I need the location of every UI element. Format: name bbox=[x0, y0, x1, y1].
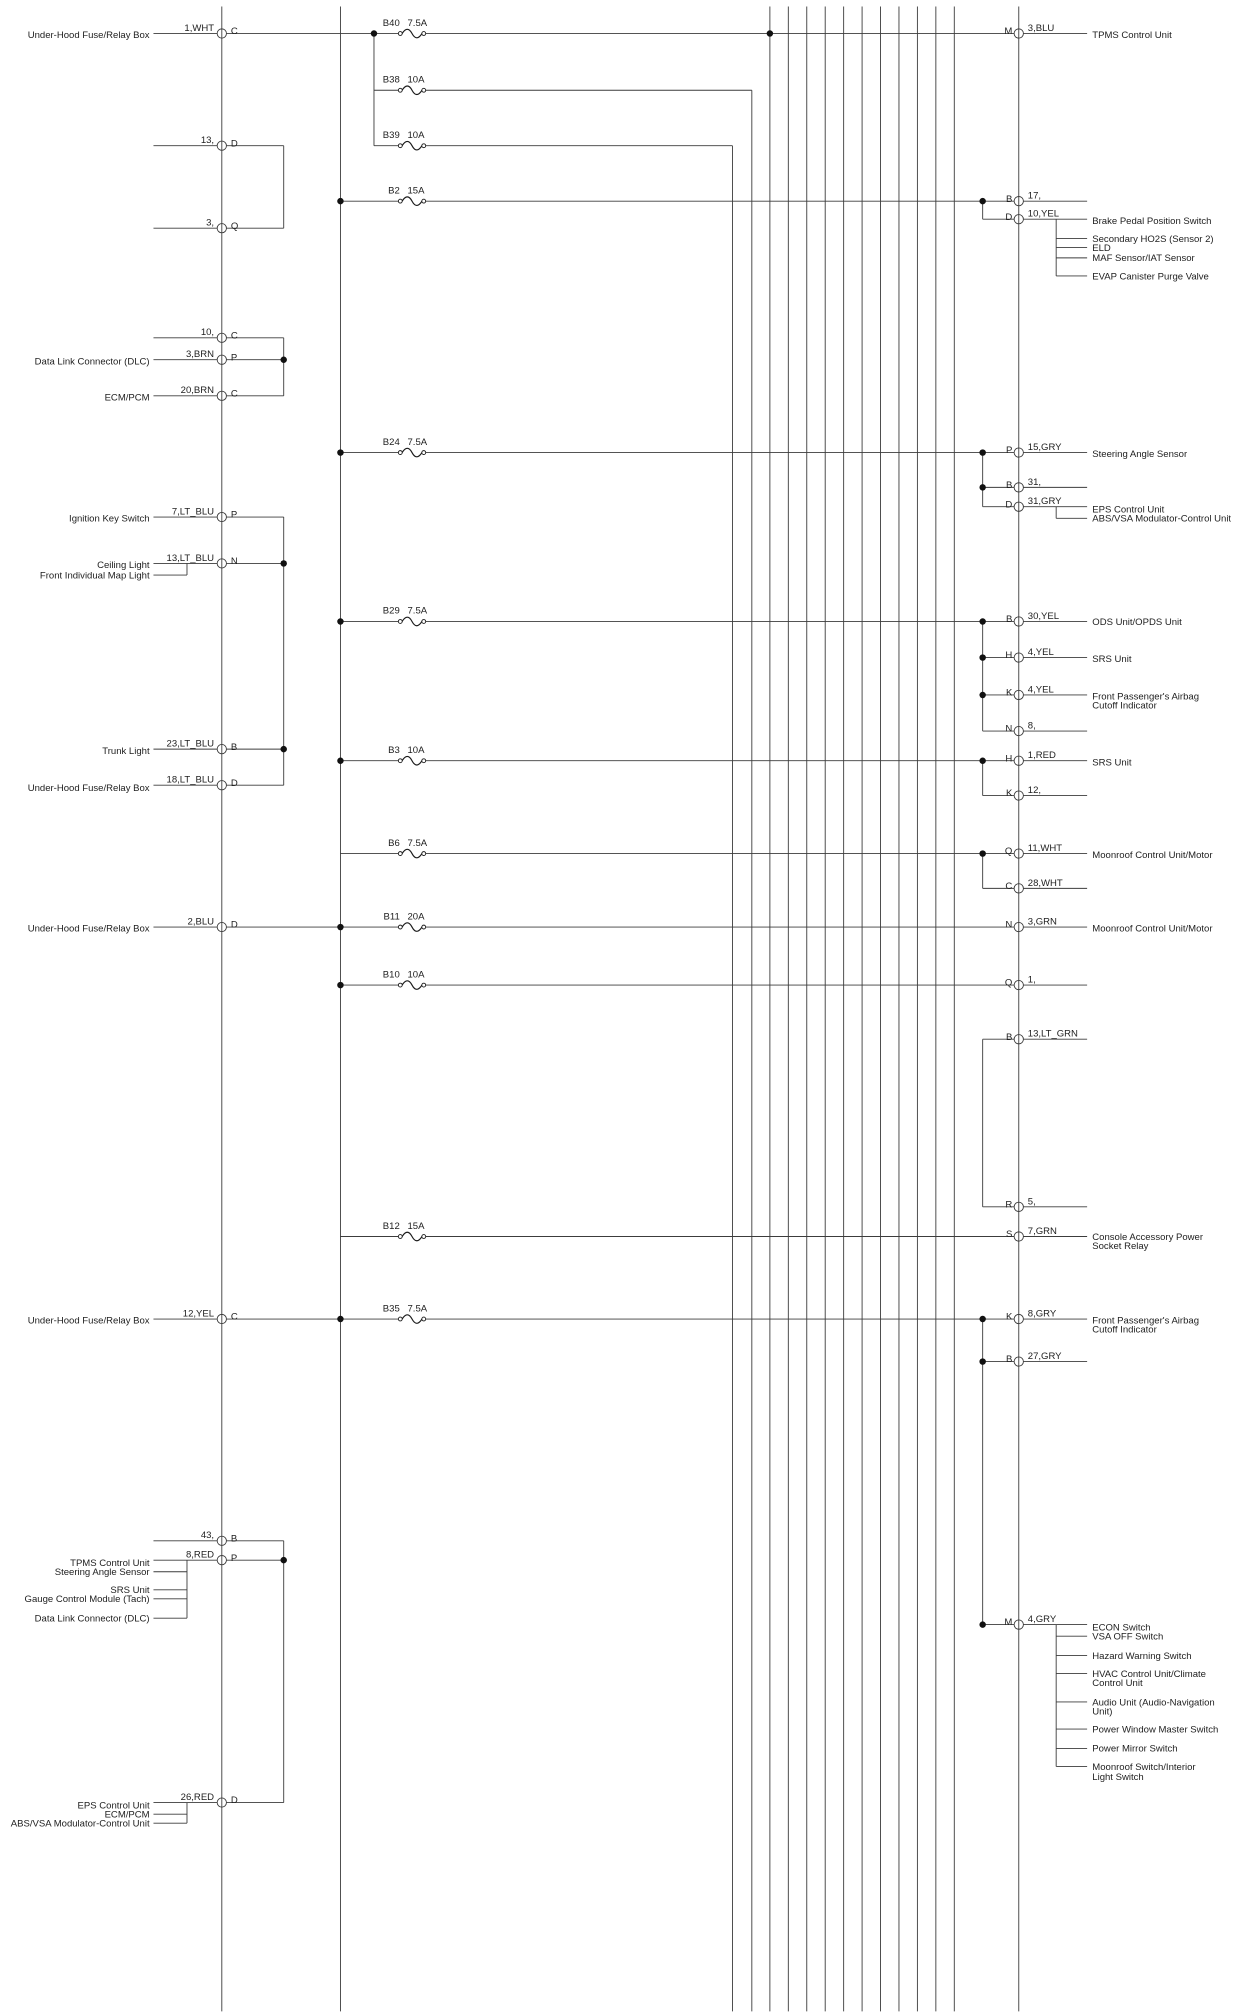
right-pin-letter: B bbox=[1005, 480, 1013, 492]
left-pin-letter: D bbox=[230, 1795, 238, 1807]
junction-dot bbox=[979, 618, 985, 624]
right-pin-letter: D bbox=[1005, 499, 1013, 511]
fuse-terminal bbox=[422, 88, 426, 92]
right-device-label: Moonroof Switch/Interior bbox=[1092, 1761, 1196, 1773]
right-pin-letter: Q bbox=[1004, 846, 1013, 858]
junction-dot bbox=[280, 560, 286, 566]
fuse-id-label: B3 bbox=[388, 744, 400, 756]
left-device-label: TPMS Control Unit bbox=[70, 1558, 150, 1570]
connector-pin bbox=[1014, 197, 1023, 206]
junction-dot bbox=[280, 357, 286, 363]
fuse-terminal bbox=[422, 1235, 426, 1239]
left-device-label: Gauge Control Module (Tach) bbox=[24, 1594, 150, 1606]
connector-pin bbox=[217, 1798, 226, 1807]
left-pin-letter: P bbox=[230, 1552, 238, 1564]
connector-pin bbox=[1014, 1357, 1023, 1366]
right-pin-letter: D bbox=[1005, 211, 1013, 223]
left-pin-letter: P bbox=[230, 509, 238, 521]
left-device-label: Data Link Connector (DLC) bbox=[34, 356, 150, 368]
fuse-rating-label: 10A bbox=[407, 129, 425, 141]
right-device-label: SRS Unit bbox=[1092, 654, 1132, 666]
fuse-terminal bbox=[422, 199, 426, 203]
connector-pin bbox=[1014, 29, 1023, 38]
left-wire-label: 2,BLU bbox=[187, 916, 215, 928]
right-wire-label: 7,GRN bbox=[1027, 1225, 1057, 1237]
fuse-terminal bbox=[398, 852, 402, 856]
left-device-label: ABS/VSA Modulator-Control Unit bbox=[10, 1818, 150, 1830]
junction-dot bbox=[979, 758, 985, 764]
fuse-id-label: B39 bbox=[382, 129, 400, 141]
fuse-symbol bbox=[398, 617, 425, 626]
fuse-id-label: B12 bbox=[382, 1220, 400, 1232]
left-pin-letter: D bbox=[230, 777, 238, 789]
connector-pin bbox=[1014, 884, 1023, 893]
left-pin-letter: C bbox=[230, 388, 238, 400]
left-wire-label: 1,WHT bbox=[184, 22, 215, 34]
right-wire-label: 30,YEL bbox=[1027, 610, 1060, 622]
fuse-terminal bbox=[398, 1235, 402, 1239]
fuse-terminal bbox=[422, 451, 426, 455]
right-device-label: SRS Unit bbox=[1092, 757, 1132, 769]
fuse-id-label: B24 bbox=[382, 436, 400, 448]
fuse-rating-label: 7.5A bbox=[407, 837, 428, 849]
connector-pin bbox=[1014, 448, 1023, 457]
left-wire-label: 7,LT_BLU bbox=[171, 506, 215, 518]
fuse-terminal bbox=[398, 759, 402, 763]
fuse-id-label: B29 bbox=[382, 605, 400, 617]
fuse-terminal bbox=[398, 144, 402, 148]
connector-pin bbox=[1014, 791, 1023, 800]
right-device-label: EPS Control Unit bbox=[1092, 504, 1165, 516]
left-pin-letter: D bbox=[230, 138, 238, 150]
fuse-symbol bbox=[398, 981, 425, 990]
right-pin-letter: K bbox=[1005, 1311, 1013, 1323]
junction-dot bbox=[979, 692, 985, 698]
left-pin-letter: Q bbox=[230, 220, 239, 232]
connector-pin bbox=[1014, 980, 1023, 989]
right-pin-letter: Q bbox=[1004, 977, 1013, 989]
fuse-id-label: B10 bbox=[382, 969, 400, 981]
right-device-label: Power Window Master Switch bbox=[1092, 1724, 1219, 1736]
left-device-label: Under-Hood Fuse/Relay Box bbox=[27, 783, 150, 795]
fuse-rating-label: 20A bbox=[407, 911, 425, 923]
left-device-label: Under-Hood Fuse/Relay Box bbox=[27, 1315, 150, 1327]
left-device-label: Front Individual Map Light bbox=[39, 570, 150, 582]
connector-pin bbox=[1014, 653, 1023, 662]
connector-pin bbox=[217, 744, 226, 753]
fuse-id-label: B38 bbox=[382, 74, 400, 86]
fuse-rating-label: 10A bbox=[407, 969, 425, 981]
fuse-terminal bbox=[422, 759, 426, 763]
left-wire-label: 3,BRN bbox=[185, 349, 215, 361]
junction-dot bbox=[979, 1621, 985, 1627]
connector-pin bbox=[217, 391, 226, 400]
fuse-rating-label: 7.5A bbox=[407, 605, 428, 617]
fuse-symbol bbox=[398, 756, 425, 765]
left-pin-letter: D bbox=[230, 919, 238, 931]
right-wire-label: 8, bbox=[1027, 720, 1036, 732]
fuse-id-label: B35 bbox=[382, 1303, 400, 1315]
right-wire-label: 3,GRN bbox=[1027, 916, 1057, 928]
junction-dot bbox=[337, 198, 343, 204]
connector-pin bbox=[1014, 1035, 1023, 1044]
right-pin-letter: N bbox=[1005, 919, 1013, 931]
connector-pin bbox=[1014, 1620, 1023, 1629]
connector-pin bbox=[217, 1555, 226, 1564]
fuse-rating-label: 15A bbox=[407, 185, 425, 197]
fuse-terminal bbox=[422, 1317, 426, 1321]
fuse-symbol bbox=[398, 29, 425, 38]
fuse-terminal bbox=[398, 451, 402, 455]
fuse-symbol bbox=[398, 1232, 425, 1241]
right-device-label: Console Accessory Power bbox=[1092, 1231, 1204, 1243]
right-device-label: ELD bbox=[1092, 242, 1111, 254]
right-pin-letter: H bbox=[1005, 650, 1013, 662]
right-device-label: HVAC Control Unit/Climate bbox=[1092, 1668, 1206, 1680]
right-pin-letter: C bbox=[1005, 881, 1013, 893]
left-wire-label: 3, bbox=[206, 217, 215, 229]
fuse-id-label: B40 bbox=[382, 17, 400, 29]
right-device-label: EVAP Canister Purge Valve bbox=[1092, 271, 1209, 283]
connector-pin bbox=[217, 29, 226, 38]
right-wire-label: 11,WHT bbox=[1027, 842, 1063, 854]
right-wire-label: 8,GRY bbox=[1027, 1308, 1057, 1320]
fuse-terminal bbox=[422, 32, 426, 36]
right-device-label: VSA OFF Switch bbox=[1092, 1631, 1164, 1643]
left-wire-label: 26,RED bbox=[180, 1791, 215, 1803]
left-pin-letter: P bbox=[230, 352, 238, 364]
connector-pin bbox=[1014, 1202, 1023, 1211]
junction-dot bbox=[979, 850, 985, 856]
right-pin-letter: B bbox=[1005, 614, 1013, 626]
right-device-label: Steering Angle Sensor bbox=[1092, 449, 1188, 461]
fuse-terminal bbox=[422, 983, 426, 987]
left-wire-label: 23,LT_BLU bbox=[166, 738, 215, 750]
right-device-label: Light Switch bbox=[1092, 1772, 1144, 1784]
left-device-label: Under-Hood Fuse/Relay Box bbox=[27, 30, 150, 42]
right-device-label: Moonroof Control Unit/Motor bbox=[1092, 923, 1213, 935]
left-device-label: Ceiling Light bbox=[97, 560, 150, 572]
left-pin-letter: N bbox=[230, 556, 238, 568]
junction-dot bbox=[767, 30, 773, 36]
left-wire-label: 12,YEL bbox=[182, 1308, 215, 1320]
right-pin-letter: B bbox=[1005, 193, 1013, 205]
fuse-terminal bbox=[422, 144, 426, 148]
junction-dot bbox=[337, 982, 343, 988]
symbols-layer bbox=[217, 29, 1023, 1807]
left-pin-letter: C bbox=[230, 26, 238, 38]
right-device-label: Hazard Warning Switch bbox=[1092, 1650, 1192, 1662]
right-wire-label: 4,YEL bbox=[1027, 647, 1054, 659]
right-wire-label: 12, bbox=[1027, 784, 1042, 796]
connector-pin bbox=[217, 922, 226, 931]
right-device-label: Unit) bbox=[1092, 1706, 1113, 1718]
connector-pin bbox=[1014, 922, 1023, 931]
right-device-label: Audio Unit (Audio-Navigation bbox=[1092, 1697, 1215, 1709]
right-device-label: ABS/VSA Modulator-Control Unit bbox=[1092, 513, 1232, 525]
fuse-terminal bbox=[422, 925, 426, 929]
fuse-terminal bbox=[398, 1317, 402, 1321]
junction-dot bbox=[371, 30, 377, 36]
fuse-rating-label: 15A bbox=[407, 1220, 425, 1232]
fuse-terminal bbox=[398, 925, 402, 929]
connector-pin bbox=[217, 333, 226, 342]
right-device-label: Secondary HO2S (Sensor 2) bbox=[1092, 233, 1214, 245]
fuse-terminal bbox=[398, 983, 402, 987]
connector-pin bbox=[1014, 756, 1023, 765]
connector-pin bbox=[217, 1314, 226, 1323]
right-device-label: Cutoff Indicator bbox=[1092, 700, 1157, 712]
right-wire-label: 31,GRY bbox=[1027, 496, 1062, 508]
junction-dot bbox=[337, 618, 343, 624]
right-pin-letter: S bbox=[1005, 1229, 1013, 1241]
fuse-terminal bbox=[398, 620, 402, 624]
connector-pin bbox=[217, 141, 226, 150]
fuse-symbol bbox=[398, 141, 425, 150]
left-device-label: ECM/PCM bbox=[104, 392, 150, 404]
left-wire-label: 18,LT_BLU bbox=[166, 774, 215, 786]
right-wire-label: 15,GRY bbox=[1027, 441, 1062, 453]
fuse-rating-label: 7.5A bbox=[407, 1303, 428, 1315]
right-pin-letter: H bbox=[1005, 753, 1013, 765]
connector-pin bbox=[1014, 1232, 1023, 1241]
wires-layer bbox=[153, 6, 1087, 2011]
right-device-label: TPMS Control Unit bbox=[1092, 30, 1172, 42]
right-pin-letter: K bbox=[1005, 788, 1013, 800]
connector-pin bbox=[217, 355, 226, 364]
fuse-terminal bbox=[398, 88, 402, 92]
right-wire-label: 31, bbox=[1027, 476, 1042, 488]
right-wire-label: 27,GRY bbox=[1027, 1350, 1062, 1362]
right-wire-label: 28,WHT bbox=[1027, 877, 1063, 889]
fuse-terminal bbox=[398, 199, 402, 203]
left-wire-label: 8,RED bbox=[185, 1549, 215, 1561]
left-device-label: ECM/PCM bbox=[104, 1809, 150, 1821]
fuse-rating-label: 10A bbox=[407, 744, 425, 756]
junction-dot bbox=[979, 654, 985, 660]
connector-pin bbox=[1014, 617, 1023, 626]
left-device-label: Data Link Connector (DLC) bbox=[34, 1613, 150, 1625]
right-pin-letter: N bbox=[1005, 723, 1013, 735]
labels-layer bbox=[11, 18, 1232, 1830]
fuse-symbol bbox=[398, 923, 425, 932]
connector-pin bbox=[1014, 502, 1023, 511]
fuse-id-label: B2 bbox=[388, 185, 400, 197]
right-wire-label: 17, bbox=[1027, 190, 1042, 202]
connector-pin bbox=[217, 1536, 226, 1545]
fuse-rating-label: 10A bbox=[407, 74, 425, 86]
fuse-id-label: B11 bbox=[383, 911, 400, 923]
fuse-rating-label: 7.5A bbox=[407, 436, 428, 448]
junction-dot bbox=[979, 449, 985, 455]
connector-pin bbox=[217, 781, 226, 790]
right-pin-letter: M bbox=[1004, 26, 1013, 38]
right-pin-letter: K bbox=[1005, 687, 1013, 699]
left-wire-label: 20,BRN bbox=[180, 385, 215, 397]
right-device-label: Cutoff Indicator bbox=[1092, 1324, 1157, 1336]
left-pin-letter: C bbox=[230, 330, 238, 342]
fuse-symbol bbox=[398, 448, 425, 457]
right-pin-letter: M bbox=[1004, 1617, 1013, 1629]
junction-dot bbox=[979, 484, 985, 490]
junction-dot bbox=[979, 1358, 985, 1364]
right-wire-label: 1, bbox=[1027, 974, 1036, 986]
connector-pin bbox=[217, 559, 226, 568]
right-device-label: Power Mirror Switch bbox=[1092, 1743, 1178, 1755]
junction-dot bbox=[337, 758, 343, 764]
left-wire-label: 13, bbox=[200, 135, 215, 147]
connector-pin bbox=[1014, 483, 1023, 492]
left-device-label: Trunk Light bbox=[102, 745, 150, 757]
left-device-label: EPS Control Unit bbox=[77, 1800, 150, 1812]
connector-pin bbox=[217, 512, 226, 521]
left-device-label: Under-Hood Fuse/Relay Box bbox=[27, 923, 150, 935]
right-wire-label: 5, bbox=[1027, 1196, 1036, 1208]
right-wire-label: 4,YEL bbox=[1027, 684, 1054, 696]
right-pin-letter: P bbox=[1005, 445, 1013, 457]
left-device-label: Steering Angle Sensor bbox=[54, 1567, 150, 1579]
right-device-label: Front Passenger's Airbag bbox=[1092, 1315, 1200, 1327]
fuse-symbol bbox=[398, 1315, 425, 1324]
left-device-label: SRS Unit bbox=[110, 1585, 150, 1597]
fuse-symbol bbox=[398, 849, 425, 858]
junction-dot bbox=[337, 449, 343, 455]
connector-pin bbox=[1014, 849, 1023, 858]
right-wire-label: 4,GRY bbox=[1027, 1614, 1057, 1626]
right-device-label: Socket Relay bbox=[1092, 1240, 1149, 1252]
junction-dot bbox=[280, 1557, 286, 1563]
right-device-label: ODS Unit/OPDS Unit bbox=[1092, 616, 1182, 628]
right-wire-label: 13,LT_GRN bbox=[1027, 1028, 1078, 1040]
left-pin-letter: B bbox=[230, 1533, 238, 1545]
left-wire-label: 43, bbox=[200, 1530, 215, 1542]
right-pin-letter: B bbox=[1005, 1031, 1013, 1043]
right-device-label: Brake Pedal Position Switch bbox=[1092, 215, 1212, 227]
connector-pin bbox=[1014, 690, 1023, 699]
right-wire-label: 10,YEL bbox=[1027, 208, 1060, 220]
right-pin-letter: R bbox=[1005, 1199, 1013, 1211]
right-wire-label: 3,BLU bbox=[1027, 22, 1055, 34]
fuse-symbol bbox=[398, 86, 425, 95]
left-pin-letter: B bbox=[230, 741, 238, 753]
right-device-label: Moonroof Control Unit/Motor bbox=[1092, 850, 1213, 862]
left-pin-letter: C bbox=[230, 1311, 238, 1323]
fuse-terminal bbox=[422, 852, 426, 856]
left-wire-label: 13,LT_BLU bbox=[166, 552, 215, 564]
left-wire-label: 10, bbox=[200, 327, 215, 339]
connector-pin bbox=[217, 224, 226, 233]
fuse-terminal bbox=[398, 32, 402, 36]
junction-dot bbox=[979, 198, 985, 204]
junction-dot bbox=[280, 746, 286, 752]
fuse-id-label: B6 bbox=[388, 837, 400, 849]
right-device-label: ECON Switch bbox=[1092, 1622, 1151, 1634]
right-device-label: Front Passenger's Airbag bbox=[1092, 691, 1200, 703]
connector-pin bbox=[1014, 1314, 1023, 1323]
fuse-terminal bbox=[422, 620, 426, 624]
right-pin-letter: B bbox=[1005, 1354, 1013, 1366]
right-device-label: MAF Sensor/IAT Sensor bbox=[1092, 253, 1195, 265]
fuse-symbol bbox=[398, 197, 425, 206]
connector-pin bbox=[1014, 215, 1023, 224]
fuse-rating-label: 7.5A bbox=[407, 17, 428, 29]
junction-dot bbox=[337, 1316, 343, 1322]
left-device-label: Ignition Key Switch bbox=[69, 513, 150, 525]
right-wire-label: 1,RED bbox=[1027, 750, 1056, 762]
junction-dot bbox=[337, 924, 343, 930]
right-device-label: Control Unit bbox=[1092, 1677, 1143, 1689]
connector-pin bbox=[1014, 726, 1023, 735]
junction-dot bbox=[979, 1316, 985, 1322]
